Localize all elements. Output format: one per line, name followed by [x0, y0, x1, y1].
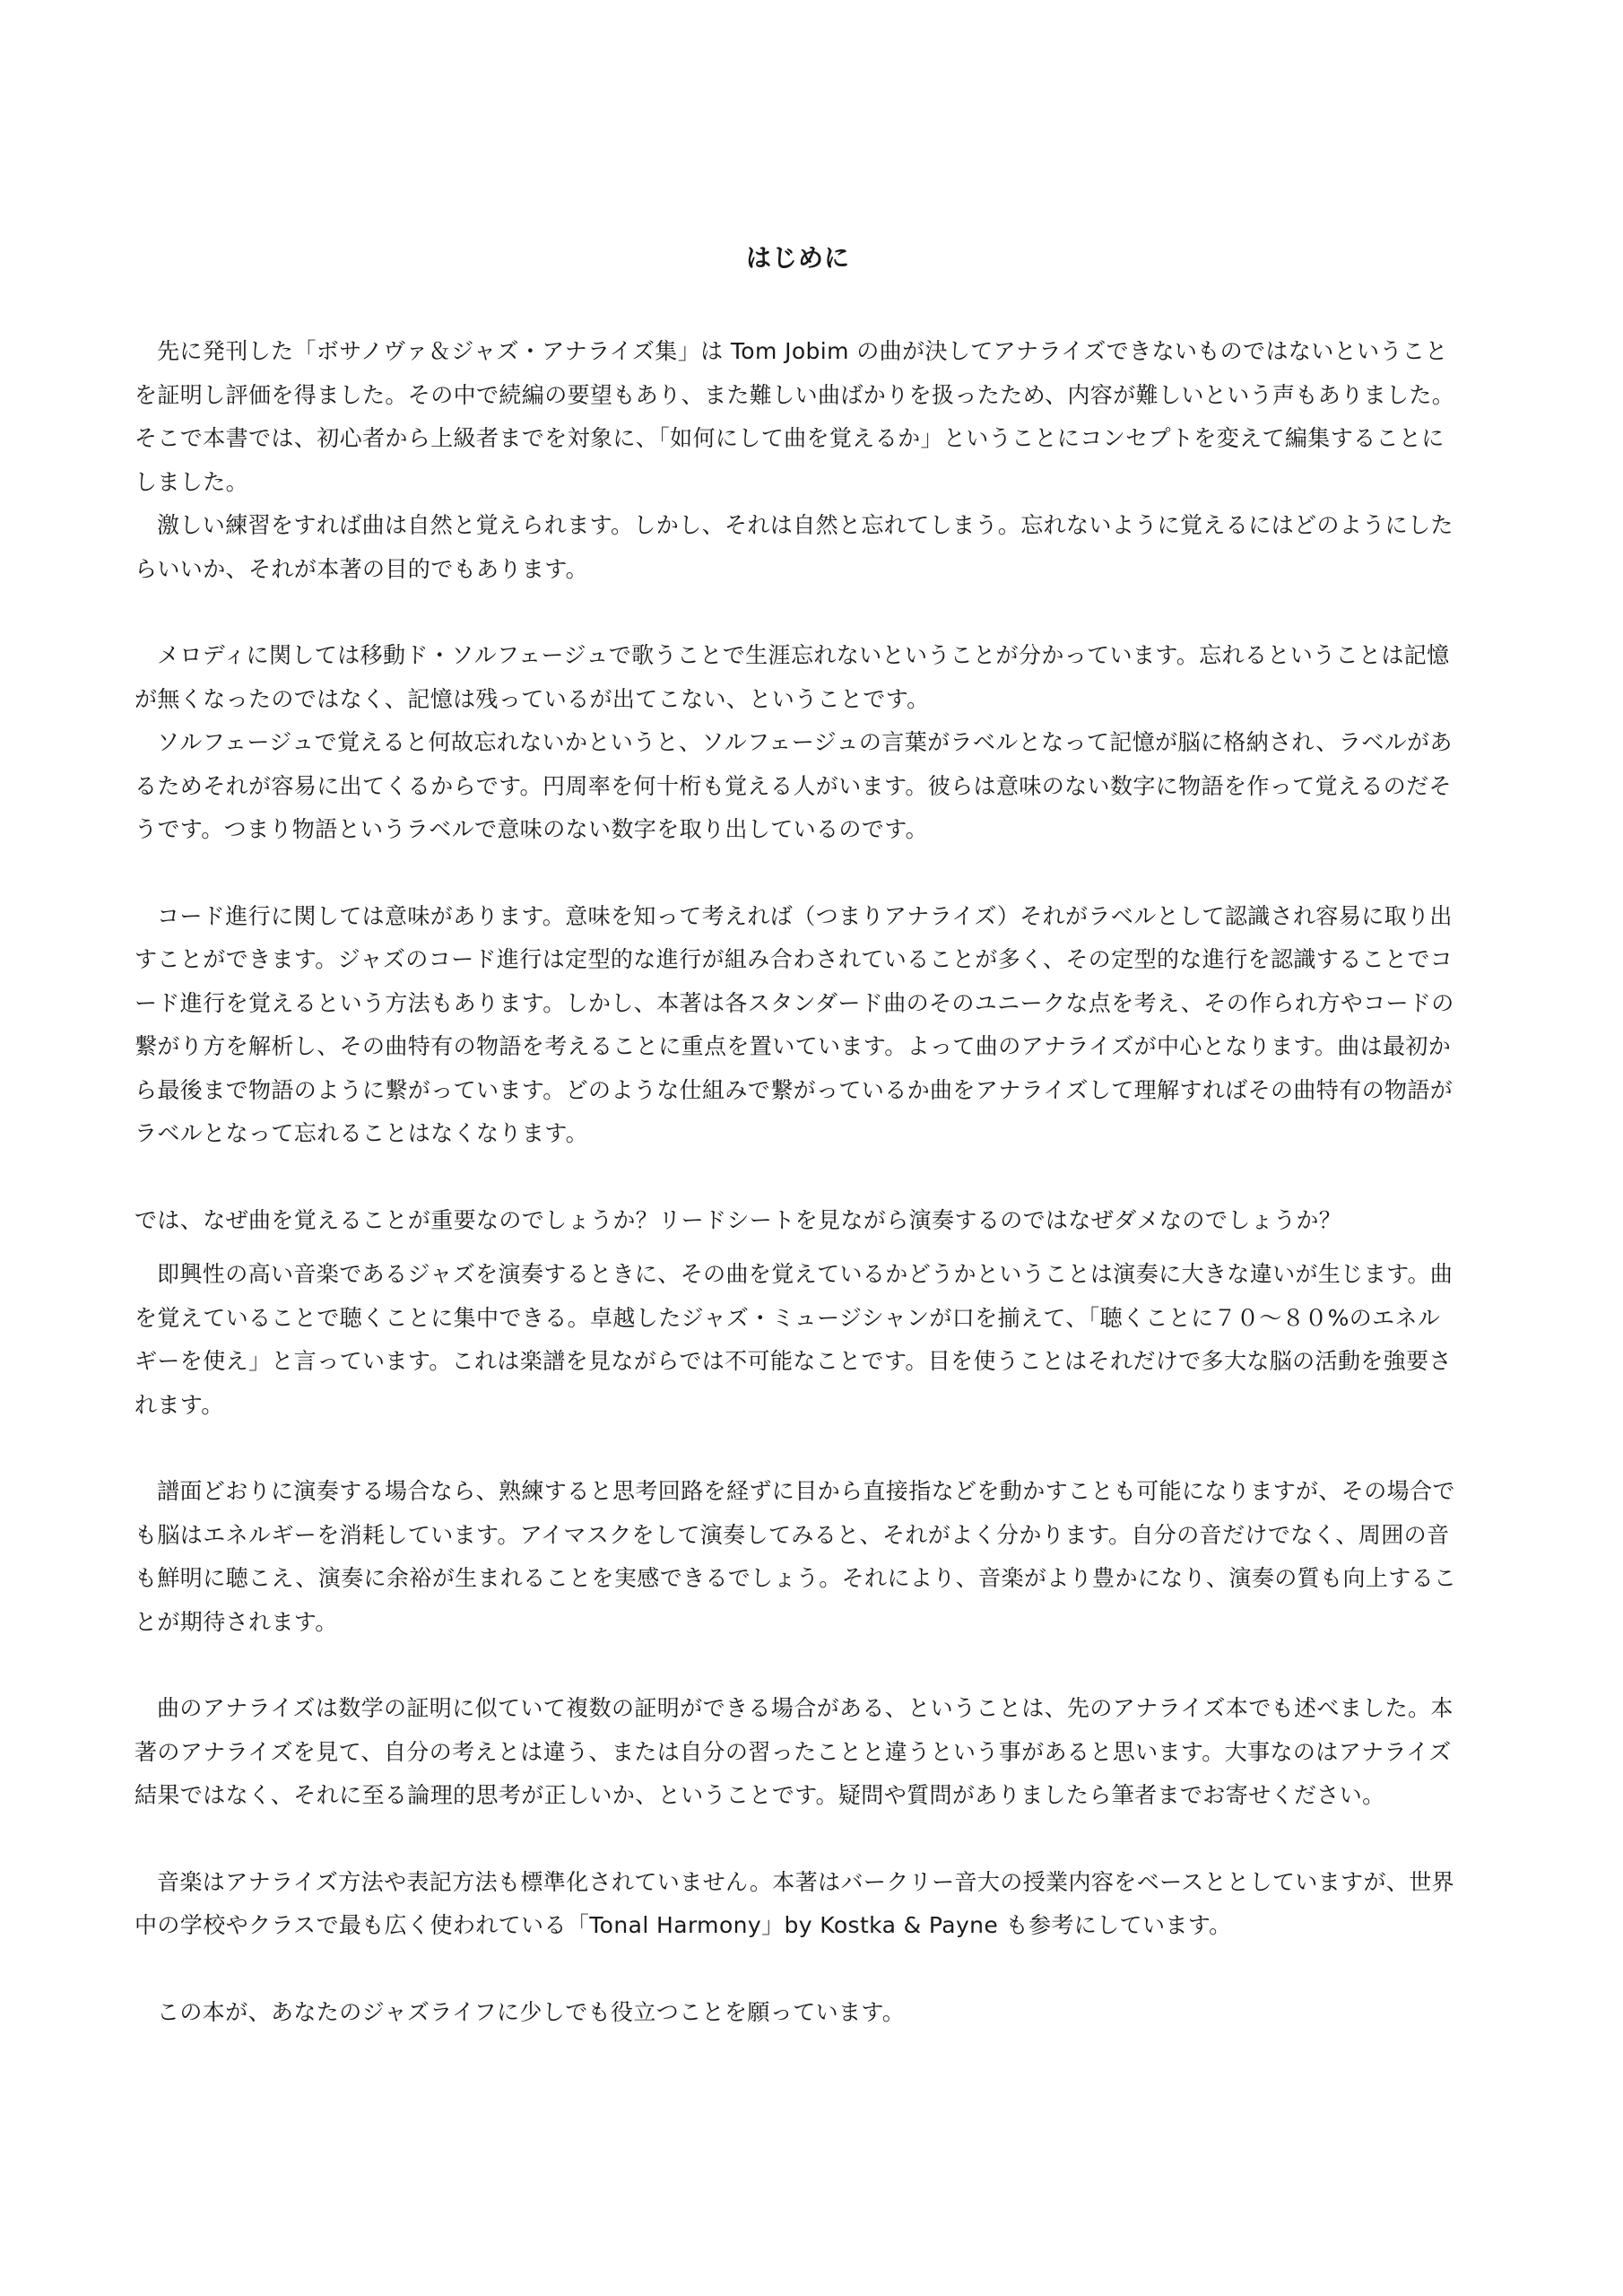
paragraph-7: 即興性の高い音楽であるジャズを演奏するときに、その曲を覚えているかどうかということは演奏に大きな違いが生じます。曲を覚えていることで聴くことに集中できる。卓越したジャズ・ミュージシャンが口を揃えて、「聴くことに７０～８０%のエネルギーを使え」と言っています。これは楽譜を見ながらでは不可能なことです。目を使うことはそれだけで多大な脳の活動を強要されます。 — [135, 1261, 1454, 1418]
paragraph-gap — [135, 852, 1462, 895]
paragraph-gap — [135, 1156, 1462, 1199]
paragraph-8: 譜面どおりに演奏する場合なら、熟練すると思考回路を経ずに目から直接指などを動かすことも可能になりますが、その場合でも脳はエネルギーを消耗しています。アイマスクをして演奏してみると、それがよく分かります。自分の音だけでなく、周囲の音も鮮明に聴こえ、演奏に余裕が生まれることを実感できるでしょう。それにより、音楽がより豊かになり、演奏の質も向上することが期待されます。 — [135, 1478, 1457, 1635]
paragraph-5: コード進行に関しては意味があります。意味を知って考えれば（つまりアナライズ）それがラベルとして認識され容易に取り出すことができます。ジャズのコード進行は定型的な進行が組み合わされていることが多く、その定型的な進行を認識することでコード進行を覚えるという方法もあります。しかし、本著は各スタンダード曲のそのユニークな点を考え、その作られ方やコードの繋がり方を解析し、その曲特有の物語を考えることに重点を置いています。よって曲のアナライズが中心となります。曲は最初から最後まで物語のように繋がっています。どのような仕組みで繋がっているか曲をアナライズして理解すればその曲特有の物語がラベルとなって忘れることはなくなります。 — [135, 902, 1454, 1146]
paragraph-1: 先に発刊した「ボサノヴァ＆ジャズ・アナライズ集」は Tom Jobim の曲が決してアナライズできないものではないということを証明し評価を得ました。その中で続編の要望もあり、また難しい曲ばかりを扱ったため、内容が難しいという声もありました。そこで本書では、初心者から上級者までを対象に、「如何にして曲を覚えるか」ということにコンセプトを変えて編集することにしました。 — [135, 338, 1455, 495]
page-title: はじめに — [745, 243, 850, 273]
paragraph-10: 音楽はアナライズ方法や表記方法も標準化されていません。本著はバークリー音大の授業内容をベースととしていますが、世界中の学校やクラスで最も広く使われている「Tonal Harmony」by Kostka & Payne も参考にしています。 — [135, 1868, 1455, 1938]
paragraph-gap — [135, 591, 1462, 634]
paragraph-3: メロディに関しては移動ド・ソルフェージュで歌うことで生涯忘れないということが分かっています。忘れるということは記憶が無くなったのではなく、記憶は残っているが出てこない、ということです。 — [135, 642, 1450, 712]
paragraph-gap — [135, 1644, 1462, 1687]
paragraph-gap — [135, 1242, 1462, 1253]
paragraph-4: ソルフェージュで覚えると何故忘れないかというと、ソルフェージュの言葉がラベルとなって記憶が脳に格納され、ラベルがあるためそれが容易に出てくるからです。円周率を何十桁も覚える人がいます。彼らは意味のない数字に物語を作って覚えるのだそうです。つまり物語というラベルで意味のない数字を取り出しているのです。 — [135, 729, 1453, 842]
paragraph-11: この本が、あなたのジャズライフに少しでも役立つことを願っています。 — [157, 1998, 906, 2025]
document-page — [135, 240, 1462, 2034]
paragraph-9: 曲のアナライズは数学の証明に似ていて複数の証明ができる場合がある、ということは、先のアナライズ本でも述べました。本著のアナライズを見て、自分の考えとは違う、または自分の習ったことと違うという事があると思います。大事なのはアナライズ結果ではなく、それに至る論理的思考が正しいか、ということです。疑問や質問がありましたら筆者までお寄せください。 — [135, 1695, 1454, 1808]
paragraph-6: では、なぜ曲を覚えることが重要なのでしょうか？リードシートを見ながら演奏するのではなぜダメなのでしょうか？ — [135, 1206, 1342, 1233]
paragraph-2: 激しい練習をすれば曲は自然と覚えられます。しかし、それは自然と忘れてしまう。忘れないように覚えるにはどのようにしたらいいか、それが本著の目的でもあります。 — [135, 512, 1454, 582]
paragraph-gap — [135, 1818, 1462, 1861]
paragraph-gap — [135, 1948, 1462, 1991]
paragraph-gap — [135, 1427, 1462, 1470]
